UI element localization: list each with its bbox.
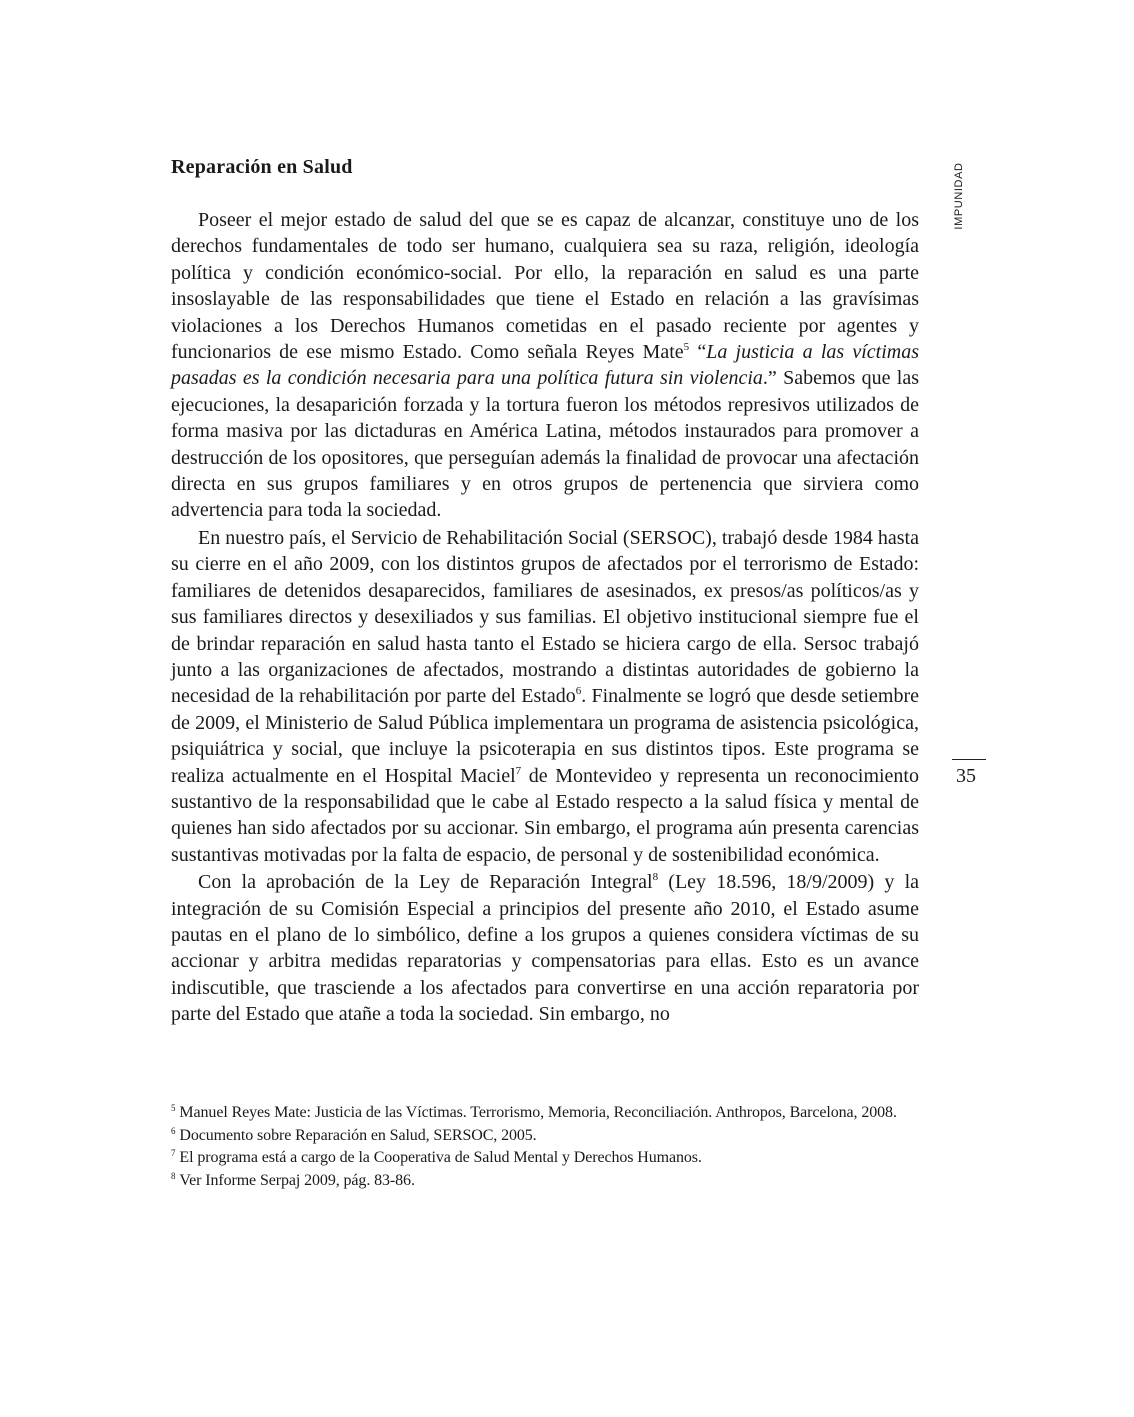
paragraph-3: Con la aprobación de la Ley de Reparación Integral$^8$ (Ley 18.596, 18/9/2009) y la integración de su Comisión Especial a principios del presente año 2010, el Estado asume pautas en el plano de lo simbólico, define a los grupos a quienes considera víctimas de su accionar y arbitra medidas reparatorias y compensatorias para ellas. Esto es un avance indiscutible, que trasciende a los afectados para convertirse en una acción reparatoria por parte del Estado que atañe a toda la sociedad. Sin embargo, no — [171, 871, 919, 1026]
footnote-ref-7: 7 — [515, 764, 522, 777]
footnotes — [171, 1102, 919, 1192]
footnote-5: $^5$ Manuel Reyes Mate: Justicia de las Víctimas. Terrorismo, Memoria, Reconciliación. Anthropos, Barcelona, 2008. — [171, 1103, 897, 1121]
body-text — [171, 207, 919, 1028]
section-heading: Reparación en Salud — [171, 156, 353, 178]
footnote-6: $^6$ Documento sobre Reparación en Salud, SERSOC, 2005. — [171, 1125, 537, 1144]
page-number-rule — [952, 759, 986, 760]
footnote-ref-8: 8 — [652, 871, 659, 884]
paragraph-2: En nuestro país, el Servicio de Rehabilitación Social (SERSOC), trabajó desde 1984 hasta su cierre en el año 2009, con los distintos grupos de afectados por el terrorismo de Estado: familiares de detenidos desaparecidos, familiares de asesinados, ex presos/as políticos/as y sus familiares directos y desexiliados y sus familias. El objetivo institucional siempre fue el de brindar reparación en salud hasta tanto el Estado se hiciera cargo de ella. Sersoc trabajó junto a las organizaciones de afectados, mostrando a distintas autoridades de gobierno la necesidad de la rehabilitación por parte del Estado$^6$. Finalmente se logró que desde setiembre de 2009, el Ministerio de Salud Pública implementara un programa de asistencia psicológica, psiquiátrica y social, que incluye la psicoterapia en sus distintos tipos. Este programa se realiza actualmente en el Hospital Maciel$^7$ de Montevideo y representa un reconocimiento sustantivo de la responsabilidad que le cabe al Estado respecto a la salud física y mental de quienes han sido afectados por su accionar. Sin embargo, el programa aún presenta carencias sustantivas motivadas por la falta de espacio, de personal y de sostenibilidad económica. — [171, 526, 920, 866]
footnote-7: $^7$ El programa está a cargo de la Cooperativa de Salud Mental y Derechos Humanos. — [171, 1148, 702, 1166]
page-number: 35 — [956, 765, 976, 787]
footnote-ref-6: 6 — [575, 685, 582, 698]
paragraph-1: Poseer el mejor estado de salud del que se es capaz de alcanzar, constituye uno de los derechos fundamentales de todo ser humano, cualquiera sea su raza, religión, ideología política y condición económico-social. Por ello, la reparación en salud es una parte insoslayable de las responsabilidades que tiene el Estado en relación a las gravísimas violaciones a los Derechos Humanos cometidas en el pasado reciente por agentes y funcionarios de ese mismo Estado. Como señala Reyes Mate$^5$ “La justicia a las víctimas pasadas es la condición necesaria para una política futura sin violencia.” Sabemos que las ejecuciones, la desaparición forzada y la tortura fueron los métodos represivos utilizados de forma masiva por las dictaduras en América Latina, métodos instaurados para promover a destrucción de los opositores, que perseguían además la finalidad de provocar una afectación directa en sus grupos familiares y en otros grupos de pertenencia que sirviera como advertencia para toda la sociedad. — [171, 209, 920, 522]
footnote-8: $^8$ Ver Informe Serpaj 2009, pág. 83-86. — [171, 1170, 415, 1189]
running-head-label: IMPUNIDAD — [953, 162, 965, 230]
quotation: La justicia a las víctimas pasadas es la condición necesaria para una política futura sin violencia — [171, 341, 920, 390]
running-head — [952, 159, 966, 233]
footnote-ref-5: 5 — [683, 341, 690, 354]
